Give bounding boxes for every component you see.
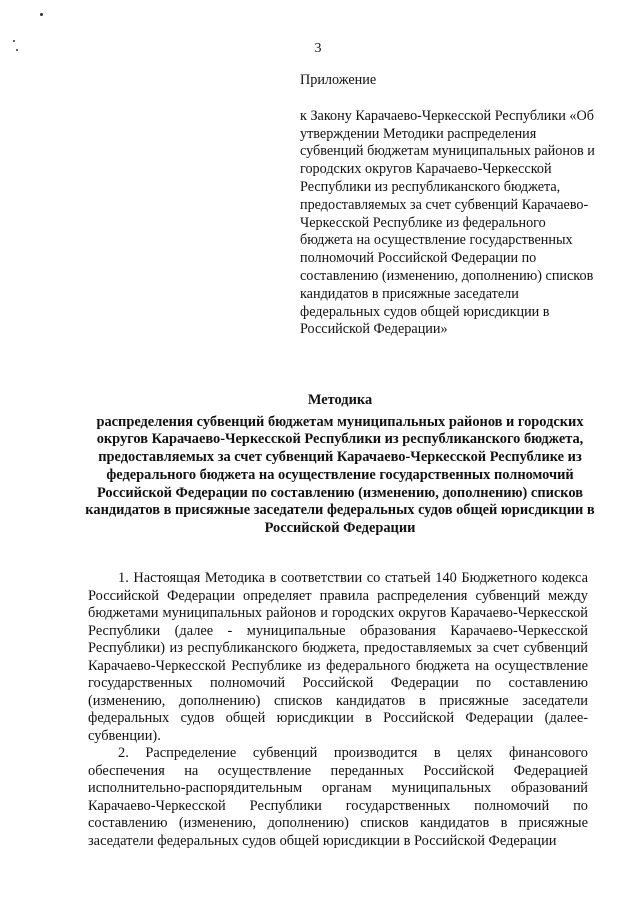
title-subtitle: распределения субвенций бюджетам муниципальных районов и городских округов Карачаево-Черкесской Республики из республиканского бюджета, предоставляемых за счет субвенций Карачаево-Черкесской Республике из федерального бюджета на осуществление государственных полномочий Российской Федерации по составлению (изменению, дополнению) списков кандидатов в присяжные заседатели федеральных судов общей юрисдикции в Российской Федерации <box>85 413 595 536</box>
title-main: Методика <box>307 392 373 408</box>
document-body <box>88 570 588 850</box>
scan-speck <box>40 13 43 16</box>
page-number: 3 <box>314 41 322 56</box>
paragraph-2: 2. Распределение субвенций производится в целях финансового обеспечения на осуществление переданных Российской Федерацией исполнительно-распорядительным органам муниципальных образований Карачаево-Черкесской Республики государственных полномочий по составлению (изменению, дополнению) списков кандидатов в присяжные заседатели федеральных судов общей юрисдикции в Российской Федерации <box>88 745 588 849</box>
paragraph-1: 1. Настоящая Методика в соответствии со статьей 140 Бюджетного кодекса Российской Федерации определяет правила распределения субвенций между бюджетами муниципальных районов и городских округов Карачаево-Черкесской Республики (далее - муниципальные образования Карачаево-Черкесской Республики) из республиканского бюджета, предоставляемых за счет субвенций Карачаево-Черкесской Республике из федерального бюджета на осуществление государственных полномочий Российской Федерации по составлению (изменению, дополнению) списков кандидатов в присяжные заседатели федеральных судов общей юрисдикции в Российской Федерации (далее- субвенции). <box>88 570 588 744</box>
appendix-block <box>300 72 600 339</box>
appendix-text: к Закону Карачаево-Черкесской Республики «Об утверждении Методики распределения субвенций бюджетам муниципальных районов и городских округов Карачаево-Черкесской Республики из республиканского бюджета, предоставляемых за счет субвенций Карачаево-Черкесской Республике из федерального бюджета на осуществление государственных полномочий Российской Федерации по составлению (изменению, дополнению) списков кандидатов в присяжные заседатели федеральных судов общей юрисдикции в Российской Федерации» <box>300 107 595 338</box>
document-title <box>70 392 610 538</box>
appendix-heading: Приложение <box>300 72 377 88</box>
